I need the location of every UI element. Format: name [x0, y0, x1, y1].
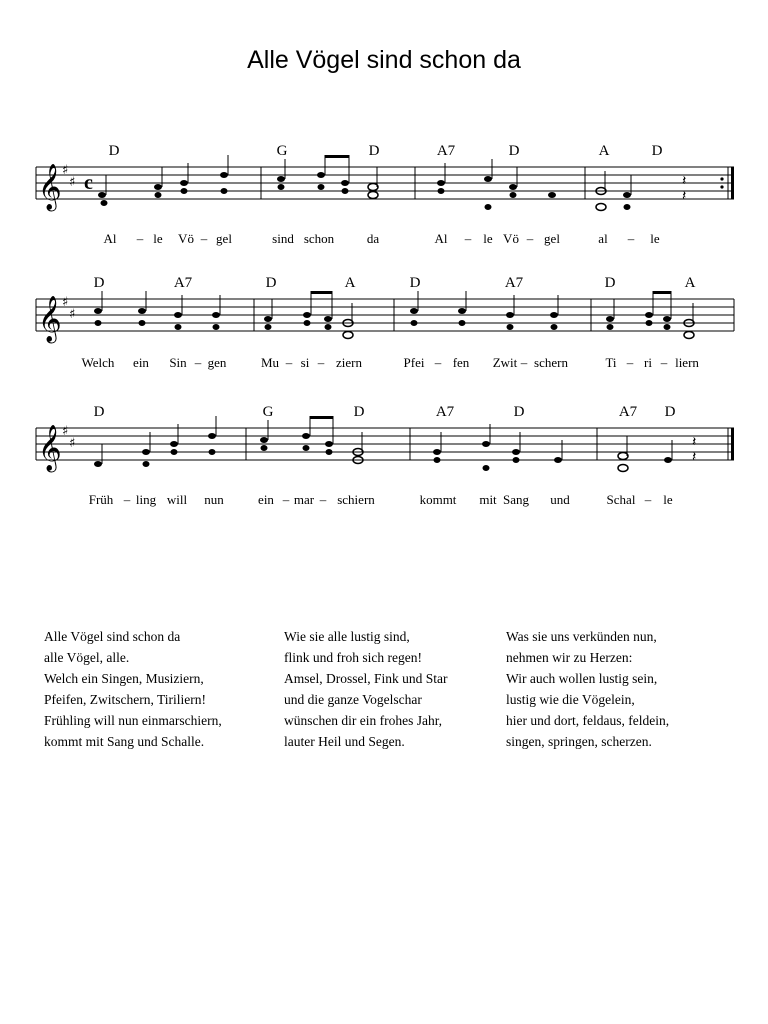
lyric-syllable: ein	[258, 492, 274, 507]
lyric-syllable: Ti	[605, 355, 617, 370]
lyric-syllable: nun	[204, 492, 224, 507]
music-staff	[0, 272, 768, 392]
chord-symbol: D	[664, 404, 676, 420]
lyric-syllable: mit	[479, 492, 497, 507]
treble-clef-icon: 𝄞	[38, 164, 62, 210]
lyric-syllable: Vö	[503, 231, 519, 246]
common-time-icon: c	[84, 172, 93, 194]
staff-system-1	[0, 140, 768, 260]
sharp-icon: ♯	[69, 307, 76, 322]
verse-line: singen, springen, scherzen.	[506, 734, 652, 749]
chord-symbol: D	[108, 143, 120, 159]
lyric-syllable: Schal	[606, 492, 636, 507]
lyric-syllable: will	[166, 492, 188, 507]
verse-line: Welch ein Singen, Musiziern,	[44, 671, 204, 686]
lyric-hyphen: –	[464, 231, 472, 246]
lyric-hyphen: –	[285, 355, 293, 370]
staff-system-2	[0, 272, 768, 392]
staff-system-3	[0, 401, 768, 521]
lyric-syllable: da	[366, 231, 380, 246]
lyric-hyphen: –	[526, 231, 534, 246]
sharp-icon: ♯	[62, 424, 69, 439]
lyric-syllable: schern	[534, 355, 568, 370]
sharp-icon: ♯	[62, 295, 69, 310]
chord-symbol: A7	[504, 275, 524, 291]
chord-symbol: D	[93, 275, 105, 291]
chord-symbol: D	[368, 143, 380, 159]
chord-symbol: D	[409, 275, 421, 291]
svg-text:𝄽: 𝄽	[682, 188, 687, 204]
chord-symbol: A	[344, 275, 356, 291]
lyric-syllable: sind	[272, 231, 294, 246]
lyric-syllable: ling	[135, 492, 157, 507]
lyric-syllable: schiern	[337, 492, 375, 507]
lyric-syllable: und	[550, 492, 570, 507]
verse-line: alle Vögel, alle.	[44, 650, 130, 665]
verse-line: Frühling will nun einmarschiern,	[44, 713, 222, 728]
verse-line: Alle Vögel sind schon da	[44, 629, 181, 644]
lyric-syllable: Pfei	[403, 355, 425, 370]
lyric-hyphen: –	[200, 231, 208, 246]
lyric-syllable: Vö	[178, 231, 194, 246]
sharp-icon: ♯	[69, 175, 76, 190]
lyric-syllable: le	[153, 231, 163, 246]
verse-line: und die ganze Vogelschar	[284, 692, 422, 707]
lyric-syllable: Welch	[81, 355, 115, 370]
lyric-syllable: le	[650, 231, 660, 246]
lyric-hyphen: –	[317, 355, 325, 370]
verse-line: Pfeifen, Zwitschern, Tiriliern!	[44, 692, 206, 707]
chord-symbol: A7	[435, 404, 455, 420]
verse-line: Wir auch wollen lustig sein,	[506, 671, 658, 686]
lyric-hyphen: –	[434, 355, 442, 370]
lyric-hyphen: –	[644, 492, 652, 507]
lyric-syllable: le	[663, 492, 673, 507]
verse-1	[44, 626, 222, 752]
verse-line: Amsel, Drossel, Fink und Star	[284, 671, 448, 686]
lyric-syllable: si	[300, 355, 310, 370]
lyric-syllable: Sin	[169, 355, 187, 370]
lyric-syllable: fen	[452, 355, 470, 370]
lyric-syllable: Al	[434, 231, 448, 246]
lyric-hyphen: –	[136, 231, 144, 246]
lyric-syllable: Sang	[503, 492, 529, 507]
chord-symbol: D	[651, 143, 663, 159]
lyric-syllable: Früh	[88, 492, 114, 507]
chord-symbol: A7	[173, 275, 193, 291]
chord-symbol: D	[508, 143, 520, 159]
chord-symbol: A7	[436, 143, 456, 159]
verse-line: nehmen wir zu Herzen:	[506, 650, 633, 665]
lyric-hyphen: –	[194, 355, 202, 370]
treble-clef-icon: 𝄞	[38, 296, 62, 342]
verse-line: hier und dort, feldaus, feldein,	[506, 713, 670, 728]
lyric-syllable: ein	[133, 355, 149, 370]
lyric-syllable: al	[598, 231, 608, 246]
lyric-syllable: mar	[293, 492, 315, 507]
verse-line: lauter Heil und Segen.	[284, 734, 405, 749]
lyric-syllable: Zwit	[492, 355, 518, 370]
chord-symbol: D	[265, 275, 277, 291]
song-title: Alle Vögel sind schon da	[247, 46, 521, 74]
chord-symbol: D	[604, 275, 616, 291]
verse-line: kommt mit Sang und Schalle.	[44, 734, 205, 749]
chord-symbol: G	[262, 404, 274, 420]
chord-symbol: D	[353, 404, 365, 420]
lyric-hyphen: –	[520, 355, 528, 370]
lyric-hyphen: –	[660, 355, 668, 370]
lyric-syllable: kommt	[419, 492, 457, 507]
chord-symbol: D	[513, 404, 525, 420]
svg-text:𝄽: 𝄽	[692, 449, 697, 465]
chord-symbol: A7	[618, 404, 638, 420]
chord-symbol: D	[93, 404, 105, 420]
verse-line: Was sie uns verkünden nun,	[506, 629, 657, 644]
lyric-syllable: le	[483, 231, 493, 246]
verse-2	[284, 626, 448, 752]
lyric-hyphen: –	[319, 492, 327, 507]
chord-symbol: G	[276, 143, 288, 159]
verse-line: lustig wie die Vögelein,	[506, 692, 635, 707]
music-staff	[0, 401, 768, 521]
lyric-hyphen: –	[123, 492, 131, 507]
verse-line: flink und froh sich regen!	[284, 650, 422, 665]
sharp-icon: ♯	[69, 436, 76, 451]
lyric-syllable: ri	[644, 355, 652, 370]
lyric-syllable: liern	[675, 355, 699, 370]
lyric-syllable: gen	[207, 355, 227, 370]
lyric-syllable: gel	[216, 231, 232, 246]
lyric-hyphen: –	[627, 231, 635, 246]
lyric-hyphen: –	[282, 492, 290, 507]
lyric-syllable: Al	[103, 231, 117, 246]
svg-text:𝄽: 𝄽	[682, 173, 687, 189]
verse-line: wünschen dir ein frohes Jahr,	[284, 713, 443, 728]
treble-clef-icon: 𝄞	[38, 425, 62, 471]
verse-3	[506, 626, 669, 752]
lyric-syllable: gel	[544, 231, 560, 246]
chord-symbol: A	[598, 143, 610, 159]
verse-line: Wie sie alle lustig sind,	[284, 629, 410, 644]
svg-text:𝄽: 𝄽	[692, 434, 697, 450]
lyric-hyphen: –	[626, 355, 634, 370]
lyric-syllable: ziern	[336, 355, 362, 370]
sharp-icon: ♯	[62, 163, 69, 178]
lyric-syllable: Mu	[260, 355, 280, 370]
chord-symbol: A	[684, 275, 696, 291]
lyric-syllable: schon	[303, 231, 335, 246]
